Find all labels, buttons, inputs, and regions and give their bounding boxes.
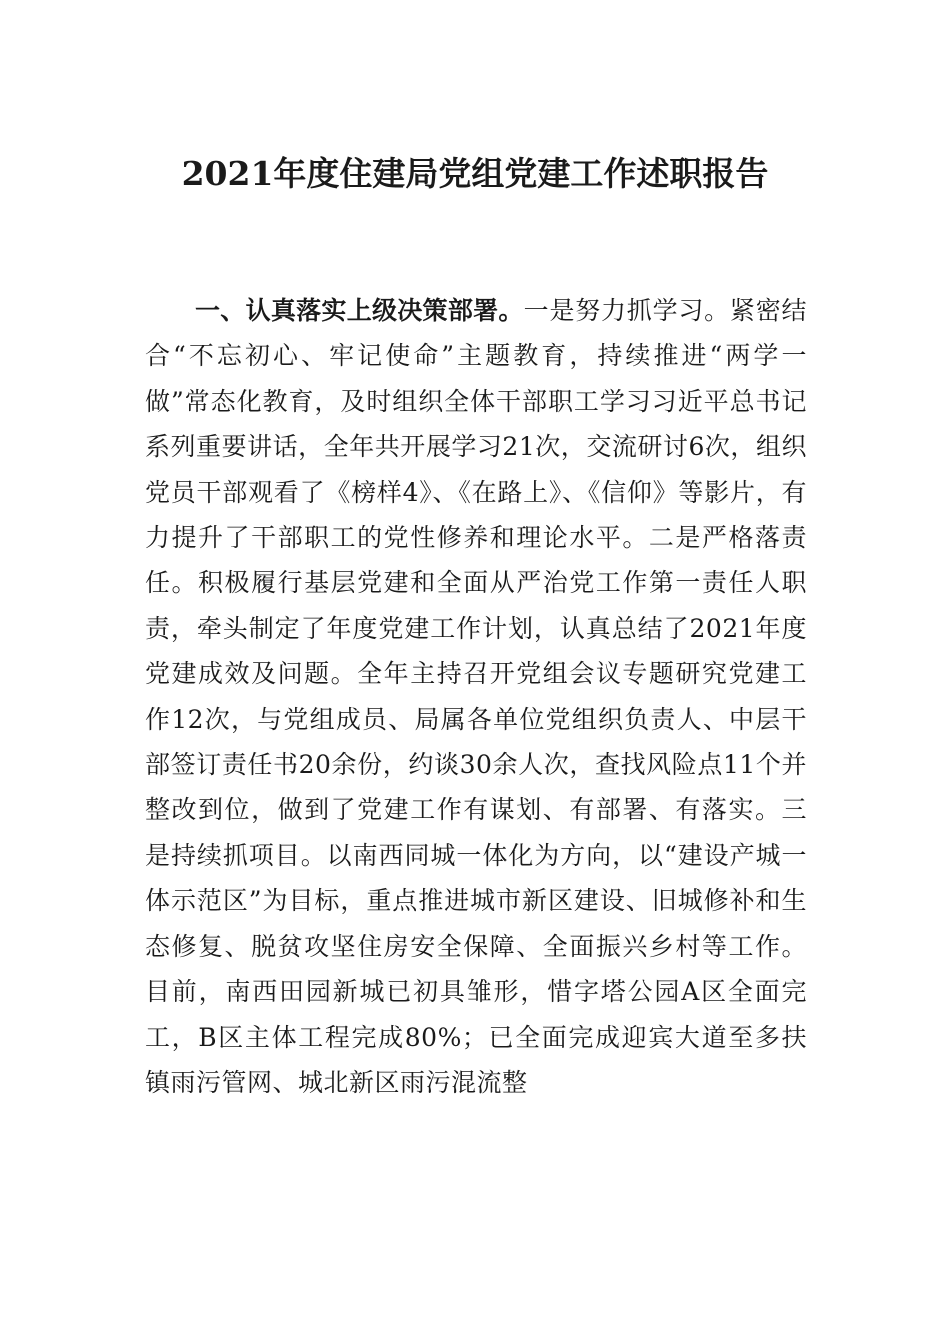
section-heading: 一、认真落实上级决策部署。 [195,296,524,325]
paragraph-text: 一是努力抓学习。紧密结合“不忘初心、牢记使命”主题教育，持续推进“两学一做”常态化教育，及时组织全体干部职工学习习近平总书记系列重要讲话，全年共开展学习21次，交流研讨6次，组织党员干部观看了《榜样4》、《在路上》、《信仰》等影片，有力提升了干部职工的党性修养和理论水平。二是严格落责任。积极履行基层党建和全面从严治党工作第一责任人职责，牵头制定了年度党建工作计划，认真总结了2021年度党建成效及问题。全年主持召开党组会议专题研究党建工作12次，与党组成员、局属各单位党组织负责人、中层干部签订责任书20余份，约谈30余人次，查找风险点11个并整改到位，做到了党建工作有谋划、有部署、有落实。三是持续抓项目。以南西同城一体化为方向，以“建设产城一体示范区”为目标，重点推进城市新区建设、旧城修补和生态修复、脱贫攻坚住房安全保障、全面振兴乡村等工作。目前，南西田园新城已初具雏形，惜字塔公园A区全面完工，B区主体工程完成80%；已全面完成迎宾大道至多扶镇雨污管网、城北新区雨污混流整 [145,296,807,1097]
document-title: 2021年度住建局党组党建工作述职报告 [181,154,769,193]
body-paragraph [145,288,807,1105]
